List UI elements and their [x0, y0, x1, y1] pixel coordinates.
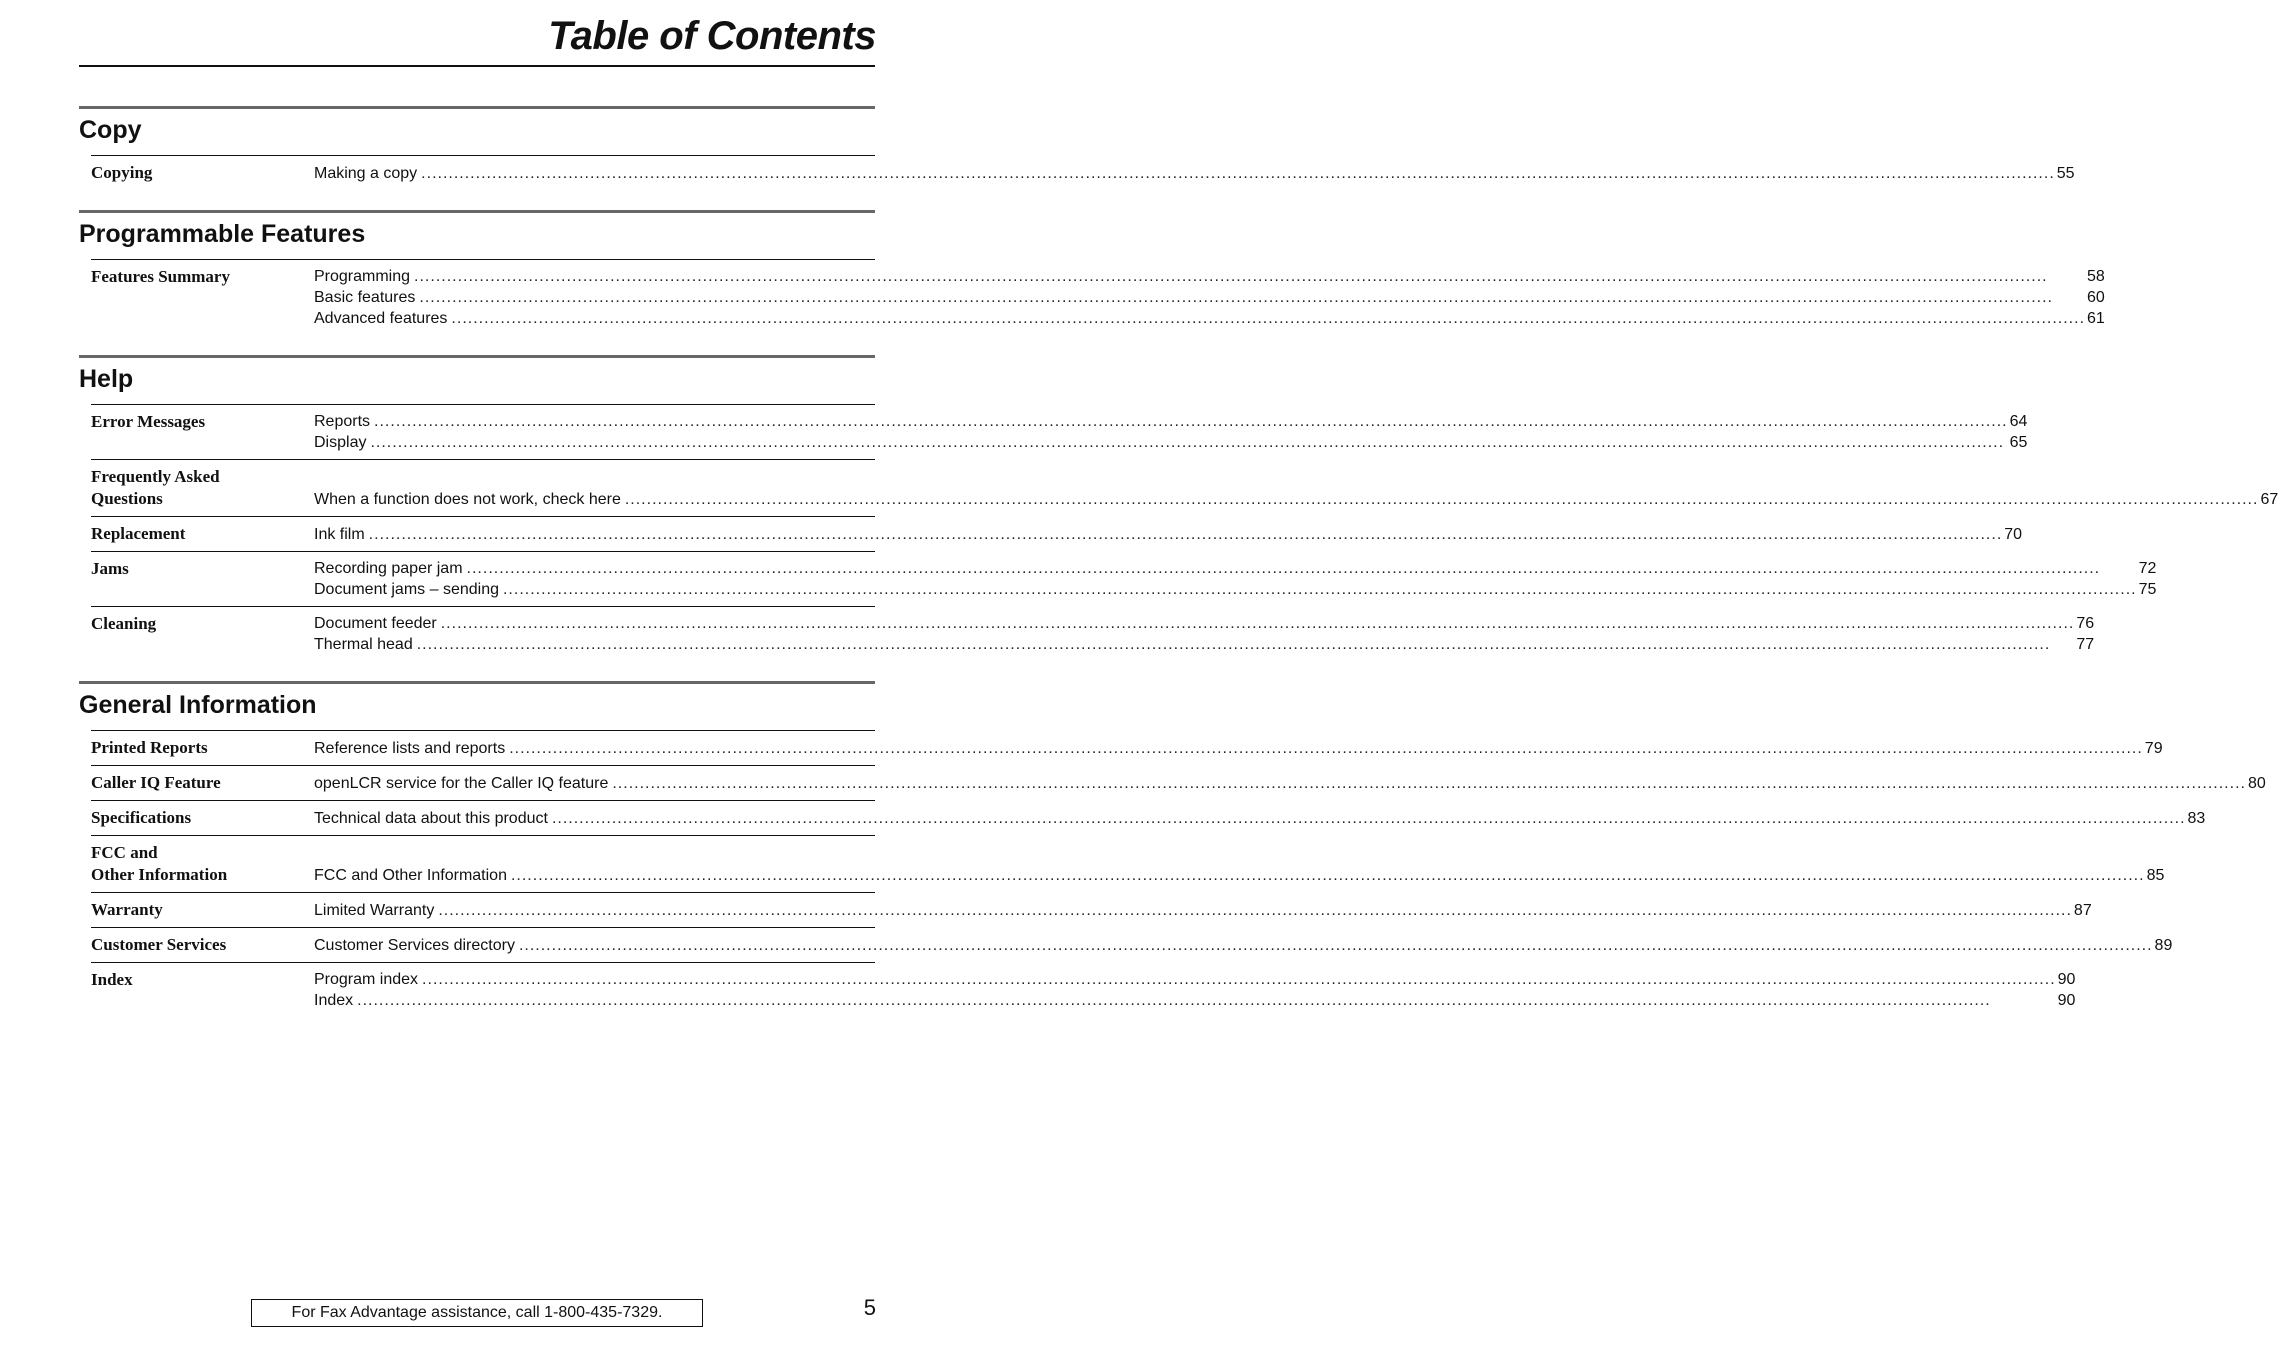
toc-page-number: 80 [2247, 775, 2266, 792]
toc-item-title: Making a copy [314, 165, 418, 182]
entry-label: Customer Services [91, 935, 227, 954]
toc-entry [91, 459, 2279, 516]
toc-page-number: 65 [2009, 434, 2028, 451]
toc-page-number: 70 [2004, 526, 2023, 543]
toc-line[interactable] [314, 489, 2278, 510]
toc-item-title: Program index [314, 971, 419, 988]
toc-entry [91, 730, 2163, 765]
toc-page-number: 85 [2146, 867, 2165, 884]
entry-items [314, 968, 2080, 1011]
toc-line[interactable] [314, 411, 2027, 432]
toc-item-title: Recording paper jam [314, 560, 463, 577]
dot-leader: ............................................................................................................................................................................................................................................................................................................ [612, 775, 2246, 792]
toc-item-title: Document jams – sending [314, 581, 499, 598]
entry-items [314, 933, 2177, 956]
toc-line[interactable] [314, 738, 2163, 759]
dot-leader: ............................................................................................................................................................................................................................................................................................................ [509, 740, 2143, 757]
toc-line[interactable] [314, 935, 2172, 956]
toc-section [79, 106, 2075, 190]
entry-items [314, 806, 2210, 829]
toc-entry [91, 835, 2165, 892]
toc-page-number: 75 [2138, 581, 2157, 598]
toc-item-title: Thermal head [314, 636, 413, 653]
toc-page-number: 72 [2138, 560, 2157, 577]
dot-leader: ............................................................................................................................................................................................................................................................................................................ [466, 560, 2101, 577]
toc-page-number: 90 [2057, 992, 2076, 1009]
entry-items [314, 265, 2110, 329]
toc-page-number: 77 [2076, 636, 2095, 653]
dot-leader: ............................................................................................................................................................................................................................................................................................................ [370, 434, 2005, 451]
toc-line[interactable] [314, 579, 2156, 600]
toc-entry [91, 606, 2095, 661]
entry-items [314, 736, 2168, 759]
entry-label: Cleaning [91, 614, 157, 633]
dot-leader: ............................................................................................................................................................................................................................................................................................................ [624, 491, 2259, 508]
dot-leader: ............................................................................................................................................................................................................................................................................................................ [518, 937, 2153, 954]
entry-items [314, 612, 2099, 655]
toc-page-number: 64 [2009, 413, 2028, 430]
toc-line[interactable] [314, 163, 2075, 184]
toc-entry [91, 962, 2076, 1017]
entry-items [314, 522, 2027, 545]
toc-item-title: Limited Warranty [314, 902, 435, 919]
section-rule [79, 106, 875, 109]
entry-label: Frequently Asked Questions [91, 467, 220, 508]
entry-items [314, 557, 2161, 600]
dot-leader: ............................................................................................................................................................................................................................................................................................................ [374, 413, 2008, 430]
section-title: General Information [79, 691, 317, 719]
entry-label: Replacement [91, 524, 186, 543]
entry-items [314, 771, 2271, 794]
toc-item-title: Technical data about this product [314, 810, 548, 827]
toc-page-number: 83 [2187, 810, 2206, 827]
entry-items [314, 410, 2032, 453]
toc-line[interactable] [314, 613, 2094, 634]
table-of-contents [79, 106, 2279, 1037]
entry-label: Error Messages [91, 412, 206, 431]
toc-entry [91, 259, 2105, 335]
toc-page-number: 58 [2087, 268, 2105, 285]
toc-item-title: Display [314, 434, 367, 451]
toc-page-number: 87 [2073, 902, 2092, 919]
entry-items [314, 898, 2097, 921]
toc-item-title: Basic features [314, 289, 416, 306]
entry-label: Caller IQ Feature [91, 773, 221, 792]
toc-line[interactable] [314, 558, 2156, 579]
toc-item-title: Document feeder [314, 615, 437, 632]
toc-line[interactable] [314, 900, 2092, 921]
toc-entry [91, 927, 2173, 962]
dot-leader: ............................................................................................................................................................................................................................................................................................................ [414, 268, 2048, 285]
toc-item-title: Reference lists and reports [314, 740, 506, 757]
toc-item-title: Advanced features [314, 310, 448, 327]
toc-line[interactable] [314, 990, 2075, 1011]
toc-entry [91, 800, 2206, 835]
toc-item-title: Ink film [314, 526, 365, 543]
entry-items [314, 841, 2169, 886]
toc-page-number: 67 [2260, 491, 2279, 508]
entry-items [314, 465, 2283, 510]
entry-label: Jams [91, 559, 129, 578]
toc-page-number: 55 [2056, 165, 2075, 182]
toc-line[interactable] [314, 634, 2094, 655]
section-rule [79, 355, 875, 358]
toc-section [79, 681, 2266, 1017]
entry-label: Specifications [91, 808, 192, 827]
dot-leader: ............................................................................................................................................................................................................................................................................................................ [510, 867, 2145, 884]
toc-section [79, 355, 2279, 661]
entry-label: FCC and Other Information [91, 843, 228, 884]
toc-line[interactable] [314, 773, 2266, 794]
dot-leader: ............................................................................................................................................................................................................................................................................................................ [416, 636, 2051, 653]
toc-line[interactable] [314, 287, 2105, 308]
footer-assistance: For Fax Advantage assistance, call 1-800-435-7329. [251, 1299, 703, 1327]
toc-line[interactable] [314, 808, 2205, 829]
section-title: Copy [79, 116, 142, 144]
section-title: Programmable Features [79, 220, 366, 248]
toc-page-number: 76 [2076, 615, 2095, 632]
toc-line[interactable] [314, 308, 2105, 329]
entry-items [314, 161, 2080, 184]
entry-label: Printed Reports [91, 738, 208, 757]
dot-leader: ............................................................................................................................................................................................................................................................................................................ [451, 310, 2086, 327]
section-rule [79, 681, 875, 684]
section-rule [79, 210, 875, 213]
toc-page-number: 90 [2057, 971, 2076, 988]
page-title: Table of Contents [548, 14, 876, 58]
toc-line[interactable] [314, 865, 2164, 886]
toc-item-title: FCC and Other Information [314, 867, 507, 884]
toc-line[interactable] [314, 969, 2075, 990]
toc-item-title: Programming [314, 268, 411, 285]
toc-entry [91, 765, 2266, 800]
toc-section [79, 210, 2105, 335]
toc-item-title: When a function does not work, check here [314, 491, 621, 508]
toc-line[interactable] [314, 524, 2022, 545]
toc-entry [91, 892, 2092, 927]
toc-item-title: Reports [314, 413, 371, 430]
toc-page-number: 61 [2087, 310, 2105, 327]
dot-leader: ............................................................................................................................................................................................................................................................................................................ [551, 810, 2186, 827]
dot-leader: ............................................................................................................................................................................................................................................................................................................ [438, 902, 2072, 919]
page-number: 5 [863, 1295, 876, 1320]
title-rule [79, 65, 875, 67]
toc-item-title: Customer Services directory [314, 937, 515, 954]
section-title: Help [79, 365, 134, 393]
dot-leader: ............................................................................................................................................................................................................................................................................................................ [421, 165, 2055, 182]
dot-leader: ............................................................................................................................................................................................................................................................................................................ [440, 615, 2075, 632]
toc-line[interactable] [314, 432, 2027, 453]
entry-label: Copying [91, 163, 153, 182]
toc-page-number: 89 [2154, 937, 2173, 954]
toc-entry [91, 551, 2157, 606]
dot-leader: ............................................................................................................................................................................................................................................................................................................ [422, 971, 2056, 988]
dot-leader: ............................................................................................................................................................................................................................................................................................................ [419, 289, 2053, 306]
dot-leader: ............................................................................................................................................................................................................................................................................................................ [357, 992, 1991, 1009]
toc-item-title: Index [314, 992, 354, 1009]
entry-label: Features Summary [91, 267, 230, 286]
toc-page-number: 60 [2087, 289, 2105, 306]
dot-leader: ............................................................................................................................................................................................................................................................................................................ [368, 526, 2003, 543]
toc-entry [91, 155, 2075, 190]
toc-page-number: 79 [2144, 740, 2163, 757]
toc-item-title: openLCR service for the Caller IQ feature [314, 775, 609, 792]
toc-line[interactable] [314, 266, 2105, 287]
dot-leader: ............................................................................................................................................................................................................................................................................................................ [502, 581, 2137, 598]
entry-label: Warranty [91, 900, 163, 919]
toc-entry [91, 516, 2023, 551]
entry-label: Index [91, 970, 133, 989]
toc-entry [91, 404, 2028, 459]
